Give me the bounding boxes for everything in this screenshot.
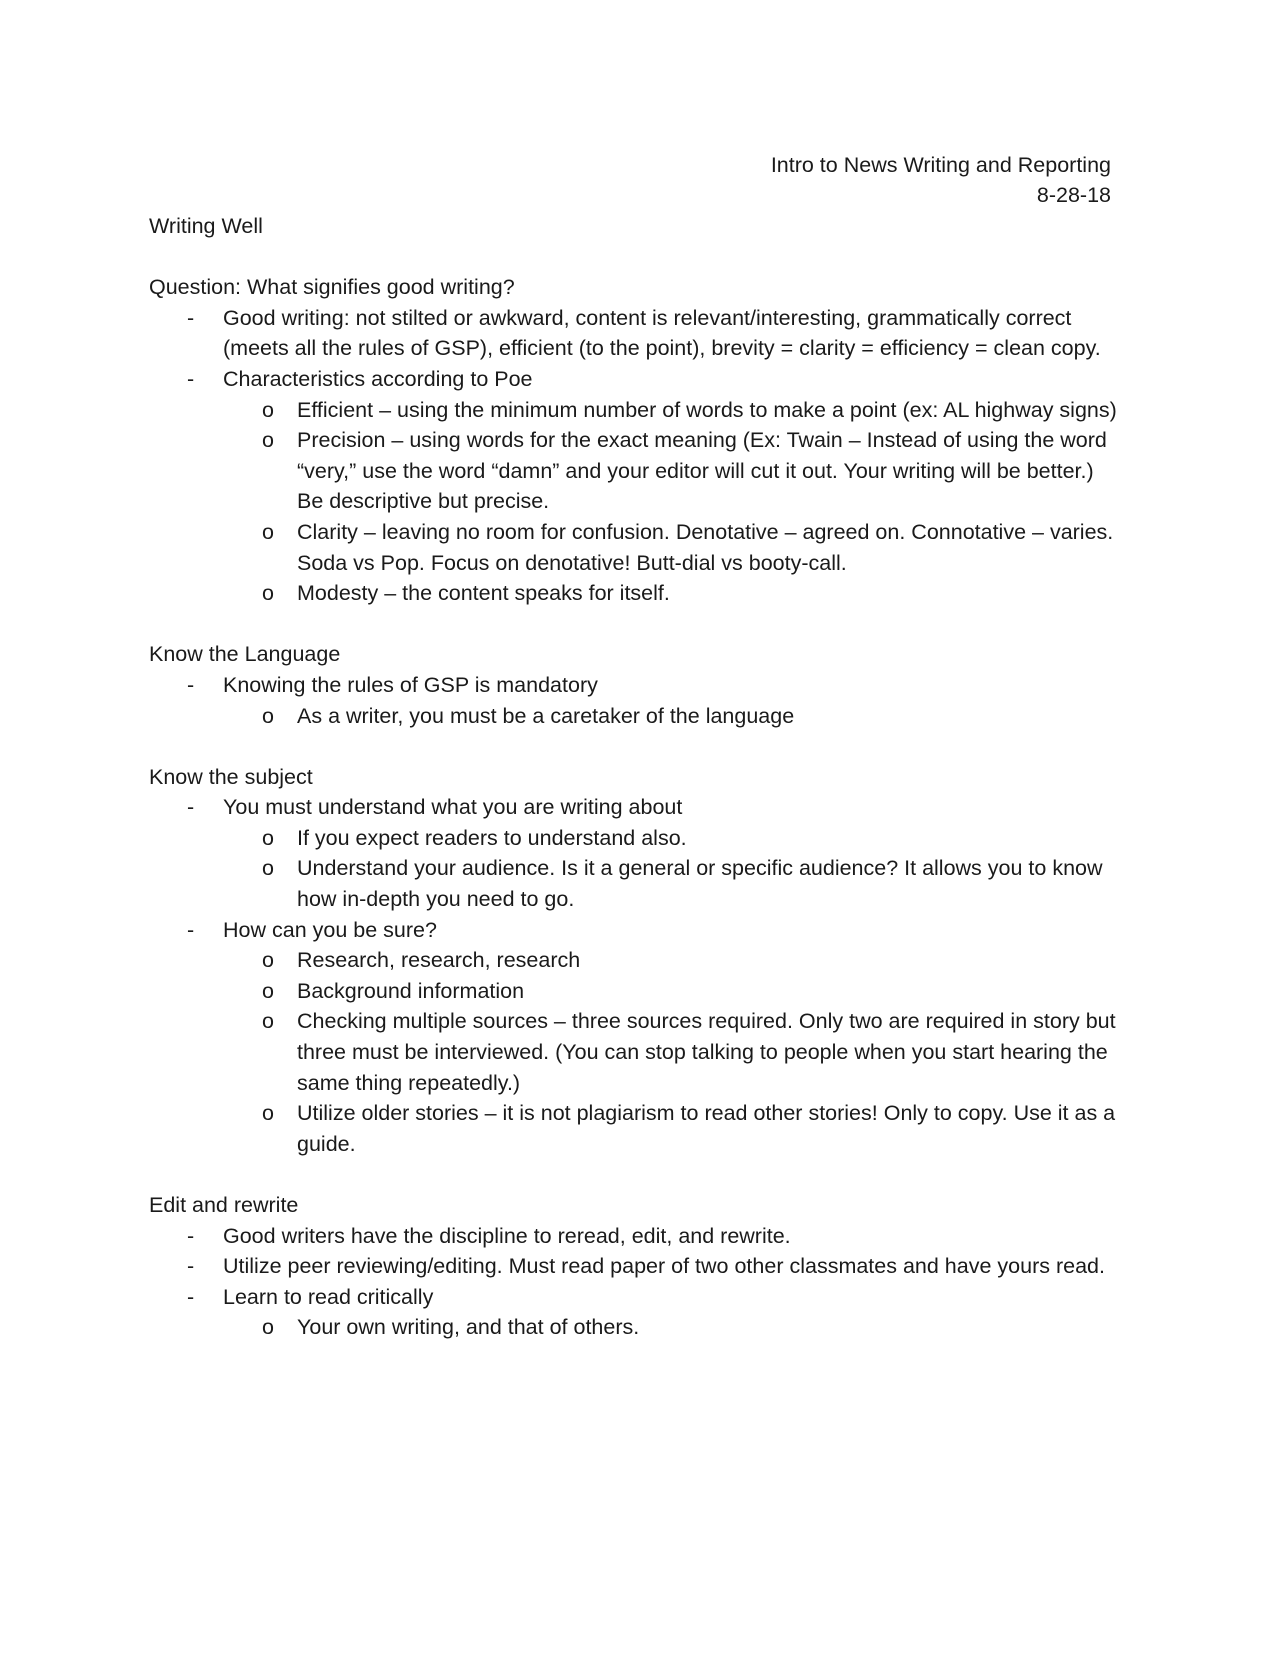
bullet-item: [149, 364, 1119, 395]
sub-bullet-text: Clarity – leaving no room for confusion. Denotative – agreed on. Connotative – varies. Soda vs Pop. Focus on denotative! Butt-dial vs booty-call.: [297, 519, 1114, 575]
sub-bullet-text: Research, research, research: [297, 948, 581, 973]
blank-line: [149, 731, 1119, 762]
sub-bullet-text: Modesty – the content speaks for itself.: [297, 581, 670, 606]
sub-bullet-item: [149, 578, 1119, 609]
section-heading: Question: What signifies good writing?: [149, 275, 515, 300]
sub-bullet-text: Understand your audience. Is it a general or specific audience? It allows you to know how in-depth you need to go.: [297, 856, 1103, 912]
bullet-item: [149, 670, 1119, 701]
dash-marker: -: [187, 1254, 195, 1279]
sub-bullet-item: [149, 425, 1119, 517]
sub-bullet-item: [149, 1006, 1119, 1098]
circle-marker: o: [262, 978, 274, 1003]
bullet-item: [149, 303, 1119, 364]
sub-bullet-text: Background information: [297, 978, 525, 1003]
blank-line: [149, 242, 1119, 273]
bullet-text: Good writers have the discipline to reread, edit, and rewrite.: [223, 1223, 791, 1248]
section-heading: Edit and rewrite: [149, 1193, 299, 1217]
sub-bullet-text: If you expect readers to understand also.: [297, 825, 687, 850]
bullet-item: [149, 915, 1119, 946]
circle-marker: o: [262, 856, 274, 881]
sub-bullet-item: [149, 517, 1119, 578]
document-header: [771, 150, 1111, 210]
bullet-text: Characteristics according to Poe: [223, 366, 533, 391]
sub-bullet-item: [149, 1312, 1119, 1343]
bullet-item: [149, 1251, 1119, 1282]
dash-marker: -: [187, 795, 195, 820]
sub-bullet-text: Utilize older stories – it is not plagiarism to read other stories! Only to copy. Use it as a guide.: [297, 1101, 1116, 1156]
bullet-text: Utilize peer reviewing/editing. Must read paper of two other classmates and have yours read.: [223, 1254, 1105, 1279]
sub-bullet-text: Efficient – using the minimum number of words to make a point (ex: AL highway signs): [297, 397, 1117, 422]
circle-marker: o: [262, 1315, 274, 1340]
sub-bullet-item: [149, 701, 1119, 732]
course-title: Intro to News Writing and Reporting: [770, 153, 1111, 177]
bullet-text: Knowing the rules of GSP is mandatory: [223, 672, 598, 697]
sub-bullet-item: [149, 976, 1119, 1007]
circle-marker: o: [262, 519, 274, 544]
circle-marker: o: [262, 428, 274, 453]
bullet-item: [149, 1221, 1119, 1252]
circle-marker: o: [262, 581, 274, 606]
circle-marker: o: [262, 397, 274, 422]
circle-marker: o: [262, 948, 274, 973]
sub-bullet-item: [149, 853, 1119, 914]
circle-marker: o: [262, 1101, 274, 1126]
circle-marker: o: [262, 1009, 274, 1034]
sub-bullet-item: [149, 1098, 1119, 1159]
section-heading: Know the Language: [149, 642, 341, 667]
bullet-text: How can you be sure?: [223, 917, 437, 942]
bullet-item: [149, 792, 1119, 823]
blank-line: [149, 609, 1119, 640]
bullet-text: You must understand what you are writing about: [223, 795, 683, 820]
dash-marker: -: [187, 1223, 195, 1248]
dash-marker: -: [187, 672, 195, 697]
dash-marker: -: [187, 1284, 195, 1309]
sub-bullet-text: Checking multiple sources – three sources required. Only two are required in story but three must be interviewed. (You can stop talking to people when you start hearing the same thing repeatedly.): [297, 1009, 1116, 1095]
dash-marker: -: [187, 366, 195, 391]
section-heading: Know the subject: [149, 764, 313, 789]
sub-bullet-item: [149, 395, 1119, 426]
sub-bullet-text: As a writer, you must be a caretaker of the language: [297, 703, 795, 728]
sub-bullet-text: Precision – using words for the exact meaning (Ex: Twain – Instead of using the word “very,” use the word “damn” and your editor will cut it out. Your writing will be better.) Be descriptive but precise.: [297, 428, 1107, 514]
bullet-text: Learn to read critically: [223, 1284, 434, 1309]
bullet-text: Good writing: not stilted or awkward, content is relevant/interesting, grammatically correct (meets all the rules of GSP), efficient (to the point), brevity = clarity = efficiency = clean copy.: [223, 305, 1101, 361]
document-title: Writing Well: [149, 214, 263, 238]
bullet-item: [149, 1282, 1119, 1313]
dash-marker: -: [187, 305, 195, 330]
blank-line: [149, 1159, 1119, 1190]
document-body: [149, 211, 1119, 1343]
dash-marker: -: [187, 917, 195, 942]
sub-bullet-text: Your own writing, and that of others.: [297, 1315, 640, 1340]
sub-bullet-item: [149, 945, 1119, 976]
document-date: 8-28-18: [1036, 183, 1111, 207]
circle-marker: o: [262, 825, 274, 850]
sub-bullet-item: [149, 823, 1119, 854]
circle-marker: o: [262, 703, 274, 728]
